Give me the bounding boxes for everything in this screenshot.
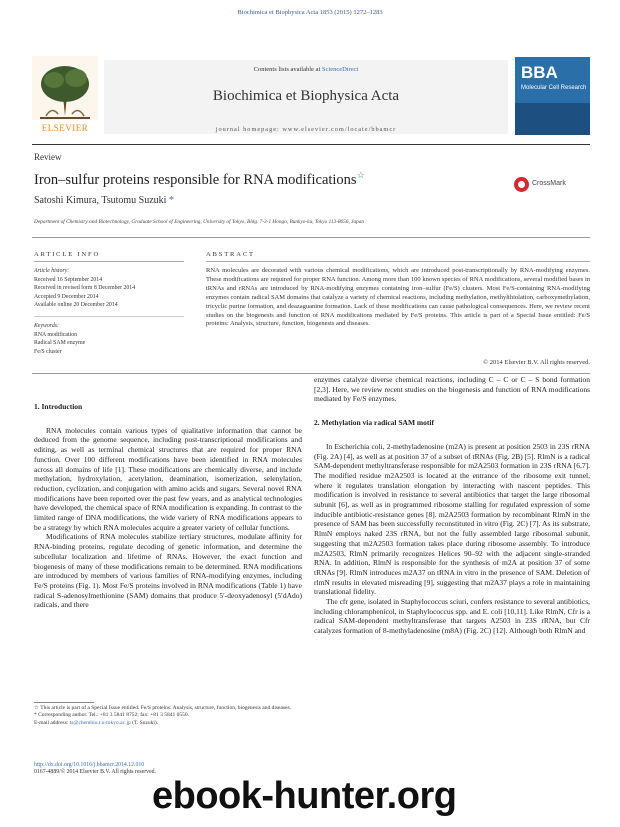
abstract-heading: ABSTRACT: [206, 251, 255, 258]
copyright: © 2014 Elsevier B.V. All rights reserved.: [483, 359, 590, 366]
article-title: [34, 170, 365, 189]
footnote-rule: [34, 702, 94, 703]
history-label: Article history:: [34, 268, 70, 274]
doi-block: [34, 762, 156, 777]
journal-homepage[interactable]: journal homepage: www.elsevier.com/locate/bbamcr: [215, 126, 397, 133]
issn-line: 0167-4889/© 2014 Elsevier B.V. All rights reserved.: [34, 769, 156, 776]
cover-title: BBA: [521, 63, 558, 82]
keywords: [34, 322, 194, 356]
elsevier-tree-logo: [32, 56, 98, 130]
crossmark-badge[interactable]: [514, 176, 590, 194]
watermark: ebook-hunter.org: [152, 775, 457, 817]
history-item: Received 16 September 2014: [34, 276, 103, 283]
article-history: [34, 267, 194, 310]
body-column-right: [314, 375, 590, 636]
sciencedirect-link[interactable]: ScienceDirect: [321, 66, 359, 73]
footnotes: [34, 705, 302, 727]
author-names: Satoshi Kimura, Tsutomu Suzuki: [34, 195, 167, 206]
email-label: E-mail address:: [34, 719, 70, 726]
col2-paragraph-0: enzymes catalyze diverse chemical reactions, including C – C or C – S bond formation [2,3]. Here, we review recent studies on the biogenesis and function of RNA modifications mediated by Fe/S enzymes.: [314, 375, 590, 404]
col2-paragraph-1: In Escherichia coli, 2-methyladenosine (m2A) is present at position 2503 in 23S rRNA (Fig. 2A) [4], as well as at position 37 of a subset of tRNAs (Fig. 2B) [5]. RlmN is a radical SAM-dependent methyltransferase responsible for m2A2503 formation in 23S rRNA [6,7]. The modified residue m2A2503 is located at the entrance of the ribosome exit tunnel, where it regulates translation elongation by interacting with nascent peptides. This modification is involved in resistance to several antibiotics that target the large ribosomal subunit [6], as well as in programmed ribosome stalling for regulated expression of some inducible antibiotic-resistance genes [8]. m2A2503 formation by recombinant RlmN in the presence of SAM has been successfully reconstituted in vitro (Fig. 2C) [7]. As its substrate, RlmN employs naked 23S rRNA, but not the fully assembled large ribosomal subunit, suggesting that m2A2503 formation takes place during ribosome assembly. To introduce m2A2503, RlmN primarily recognizes Helices 90–92 with the adjacent single-stranded RNA. In addition, RlmN is responsible for the synthesis of m2A at position 37 of some tRNAs [9]. RlmN introduces m2A37 on tRNA in vitro in the presence of SAM. Deletion of rlmN results in elevated misreading [9], suggesting that m2A37 plays a role in maintaining translational fidelity.: [314, 441, 590, 597]
corresponding-author-icon[interactable]: *: [168, 195, 174, 206]
journal-cover[interactable]: [515, 57, 590, 135]
intro-paragraph-1: RNA molecules contain various types of qualitative information that cannot be deduced from the genome sequence, including post-transcriptional modifications and editing, as well as terminal chemical structures that are required for proper RNA function. Over 100 different modifications have been identified in RNA molecules across all domains of life [1]. These modifications are chemically diverse, and include methylation, hydroxylation, acetylation, deamination, isomerization, selenylation, reduction, cyclization, and conjugation with amino acids and sugars. Several novel RNA modifications have been reported over the past few years, and as analytical technologies have developed, the chemical space of RNA modification is expanding. In contrast to the limited range of DNA modifications, the wide variety of RNA modifications appears to be a strategy by which RNA molecules acquire a greater variety of cellular functions.: [34, 425, 302, 532]
col2-paragraph-2: The cfr gene, isolated in Staphylococcus sciuri, confers resistance to several antibiotics, including chloramphenicol, in Staphylococcus spp. and E. coli [10,11]. Like RlmN, Cfr is a radical SAM-dependent methyltransferase that targets A2503 in 23S rRNA, but Cfr catalyzes formation of 8-methyladenosine (m8A) (Fig. 2C) [12]. Although both RlmN and: [314, 597, 590, 636]
abstract-rule: [206, 261, 590, 262]
cover-subtitle: Molecular Cell Research: [521, 85, 587, 91]
article-info-heading: ARTICLE INFO: [34, 251, 101, 258]
authors: [34, 195, 174, 206]
journal-title: Biochimica et Biophysica Acta: [212, 88, 400, 104]
contents-line: [104, 66, 508, 73]
keywords-label: Keywords:: [34, 323, 59, 329]
history-item: Accepted 9 December 2014: [34, 293, 99, 300]
footnote-corresponding: * Corresponding author. Tel.: +81 3 5841 8752; fax: +81 3 5841 0550.: [34, 712, 189, 719]
affiliation: Department of Chemistry and Biotechnology, Graduate School of Engineering, University of Tokyo, Bldg. 7-3-1 Hongo, Bunkyo-ku, Tokyo 113-8656, Japan: [34, 219, 365, 225]
body-divider: [32, 373, 590, 374]
article-info-rule: [34, 261, 184, 262]
running-head[interactable]: Biochimica et Biophysica Acta 1853 (2015) 1272–1283: [237, 9, 383, 16]
keyword-item: RNA modification: [34, 331, 77, 338]
cover-stripe: [515, 103, 590, 135]
crossmark-icon: [514, 177, 529, 192]
abstract-text: RNA molecules are decorated with various chemical modifications, which are introduced post-transcriptionally by RNA-modifying enzymes. These modifications are required for proper RNA function. Among more than 100 known species of RNA modifications, several modified bases in tRNAs and rRNAs are introduced by RNA-modifying enzymes containing iron–sulfur (Fe/S) clusters. Most Fe/S-containing RNA-modifying enzymes contain radical SAM domains that catalyze a variety of chemical reactions, including methylation, methylthiolation, carboxymethylation, tricyclic purine formation, and deazaguanine formation. Lack of these modifications can cause pathological consequences. Here, we review recent studies on the biogenesis and function of RNA modifications mediated by Fe/S proteins. This article is part of a Special Issue entitled: Fe/S proteins: Analysis, structure, function, biogenesis and diseases.: [206, 267, 590, 328]
body-column-left: [34, 402, 302, 610]
publisher-name: ELSEVIER: [41, 123, 89, 133]
header-divider: [32, 144, 590, 145]
article-title-text: Iron–sulfur proteins responsible for RNA modifications: [34, 171, 357, 188]
keyword-item: Radical SAM enzyme: [34, 340, 86, 347]
info-divider: [32, 237, 590, 238]
intro-paragraph-2: Modifications of RNA molecules stabilize tertiary structures, modulate affinity for RNA-binding proteins, regulate decoding of genetic information, and determine the subcellular localization and lifetime of RNAs. However, the exact function and biogenesis of many of these modifications remain to be determined. RNA modifications are introduced by members of various families of RNA-modifying enzymes, including Fe/S proteins (Fig. 1). Most Fe/S proteins involved in RNA modifications (Table 1) have radical S-adenosylmethionine (SAM) domains that produce 5′-deoxyadenosyl (5′dAdo) radicals, and there: [34, 532, 302, 610]
keyword-item: Fe/S cluster: [34, 348, 62, 355]
section2-heading: 2. Methylation via radical SAM motif: [314, 418, 434, 428]
keywords-rule: [34, 316, 184, 317]
history-item: Available online 20 December 2014: [34, 302, 118, 309]
history-item: Received in revised form 8 December 2014: [34, 285, 136, 292]
intro-heading: 1. Introduction: [34, 402, 83, 411]
contents-prefix: Contents lists available at: [253, 66, 322, 73]
section-type: Review: [34, 152, 62, 162]
email-link[interactable]: ts@chembio.t.u-tokyo.ac.jp: [69, 719, 131, 726]
email-suffix: (T. Suzuki).: [130, 719, 159, 726]
footnote-special-issue: ☆ This article is part of a Special Issue entitled: Fe/S proteins: Analysis, structure, function, biogenesis and diseases.: [34, 705, 292, 711]
footnote-email: [34, 720, 302, 727]
doi-link[interactable]: http://dx.doi.org/10.1016/j.bbamcr.2014.12.010: [34, 762, 145, 768]
crossmark-label: CrossMark: [532, 180, 566, 187]
star-footnote-icon[interactable]: ☆: [356, 170, 365, 180]
